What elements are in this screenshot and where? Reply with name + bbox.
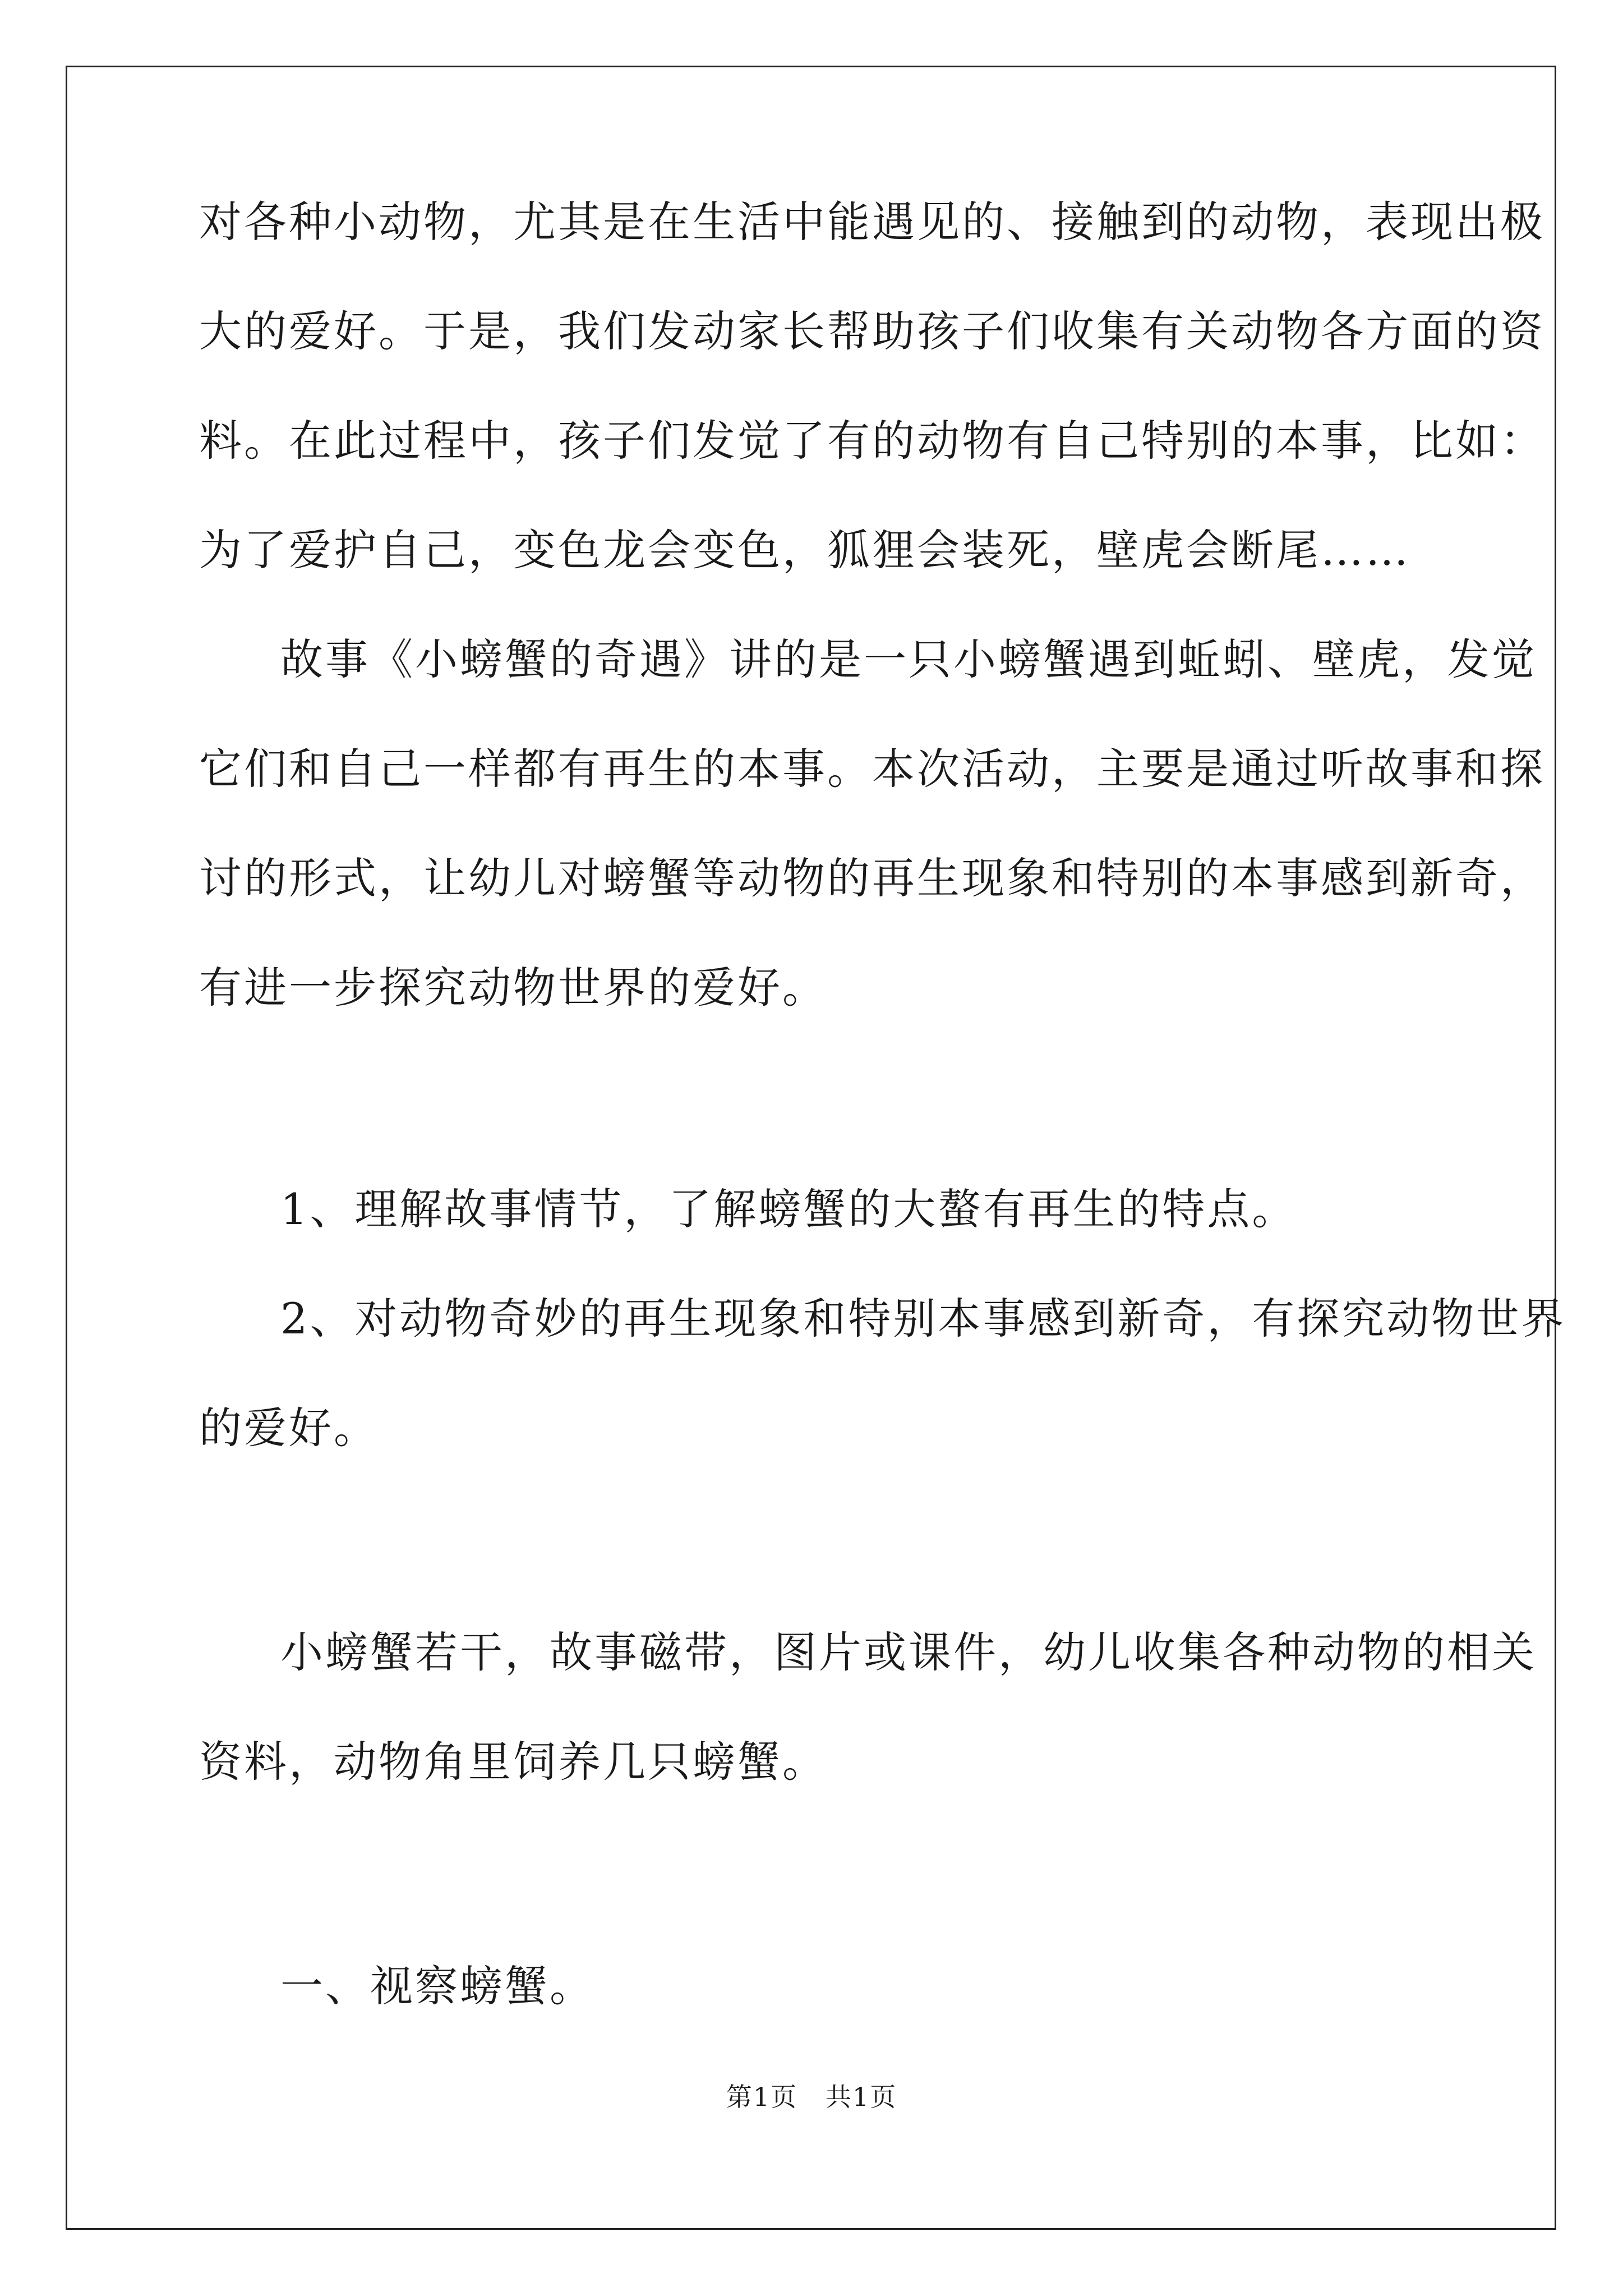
paragraph-line: 大的爱好。于是，我们发动家长帮助孩子们收集有关动物各方面的资: [199, 306, 1545, 356]
paragraph-line: 为了爱护自己，变色龙会变色，狐狸会装死，壁虎会断尾……: [199, 525, 1410, 575]
paragraph-line: 对各种小动物，尤其是在生活中能遇见的、接触到的动物，表现出极: [199, 197, 1545, 247]
section-heading: 一、视察螃蟹。: [280, 1961, 594, 2011]
paragraph-line: 小螃蟹若干，故事磁带，图片或课件，幼儿收集各种动物的相关: [280, 1627, 1537, 1677]
paragraph-line: 资料，动物角里饲养几只螃蟹。: [199, 1737, 827, 1787]
paragraph-line: 故事《小螃蟹的奇遇》讲的是一只小螃蟹遇到蚯蚓、壁虎，发觉: [280, 634, 1537, 684]
objective-item: 2、对动物奇妙的再生现象和特别本事感到新奇，有探究动物世界: [280, 1294, 1566, 1343]
paragraph-line: 料。在此过程中，孩子们发觉了有的动物有自己特别的本事，比如：: [199, 416, 1545, 466]
paragraph-line: 有进一步探究动物世界的爱好。: [199, 963, 827, 1013]
page-footer: 第1页 共1页: [726, 2082, 897, 2112]
objective-item: 1、理解故事情节，了解螃蟹的大螯有再生的特点。: [280, 1184, 1297, 1234]
paragraph-line: 它们和自己一样都有再生的本事。本次活动，主要是通过听故事和探: [199, 744, 1545, 794]
paragraph-line: 讨的形式，让幼儿对螃蟹等动物的再生现象和特别的本事感到新奇，: [199, 853, 1545, 903]
page-border: [66, 66, 1556, 2230]
paragraph-line: 的爱好。: [199, 1403, 379, 1453]
